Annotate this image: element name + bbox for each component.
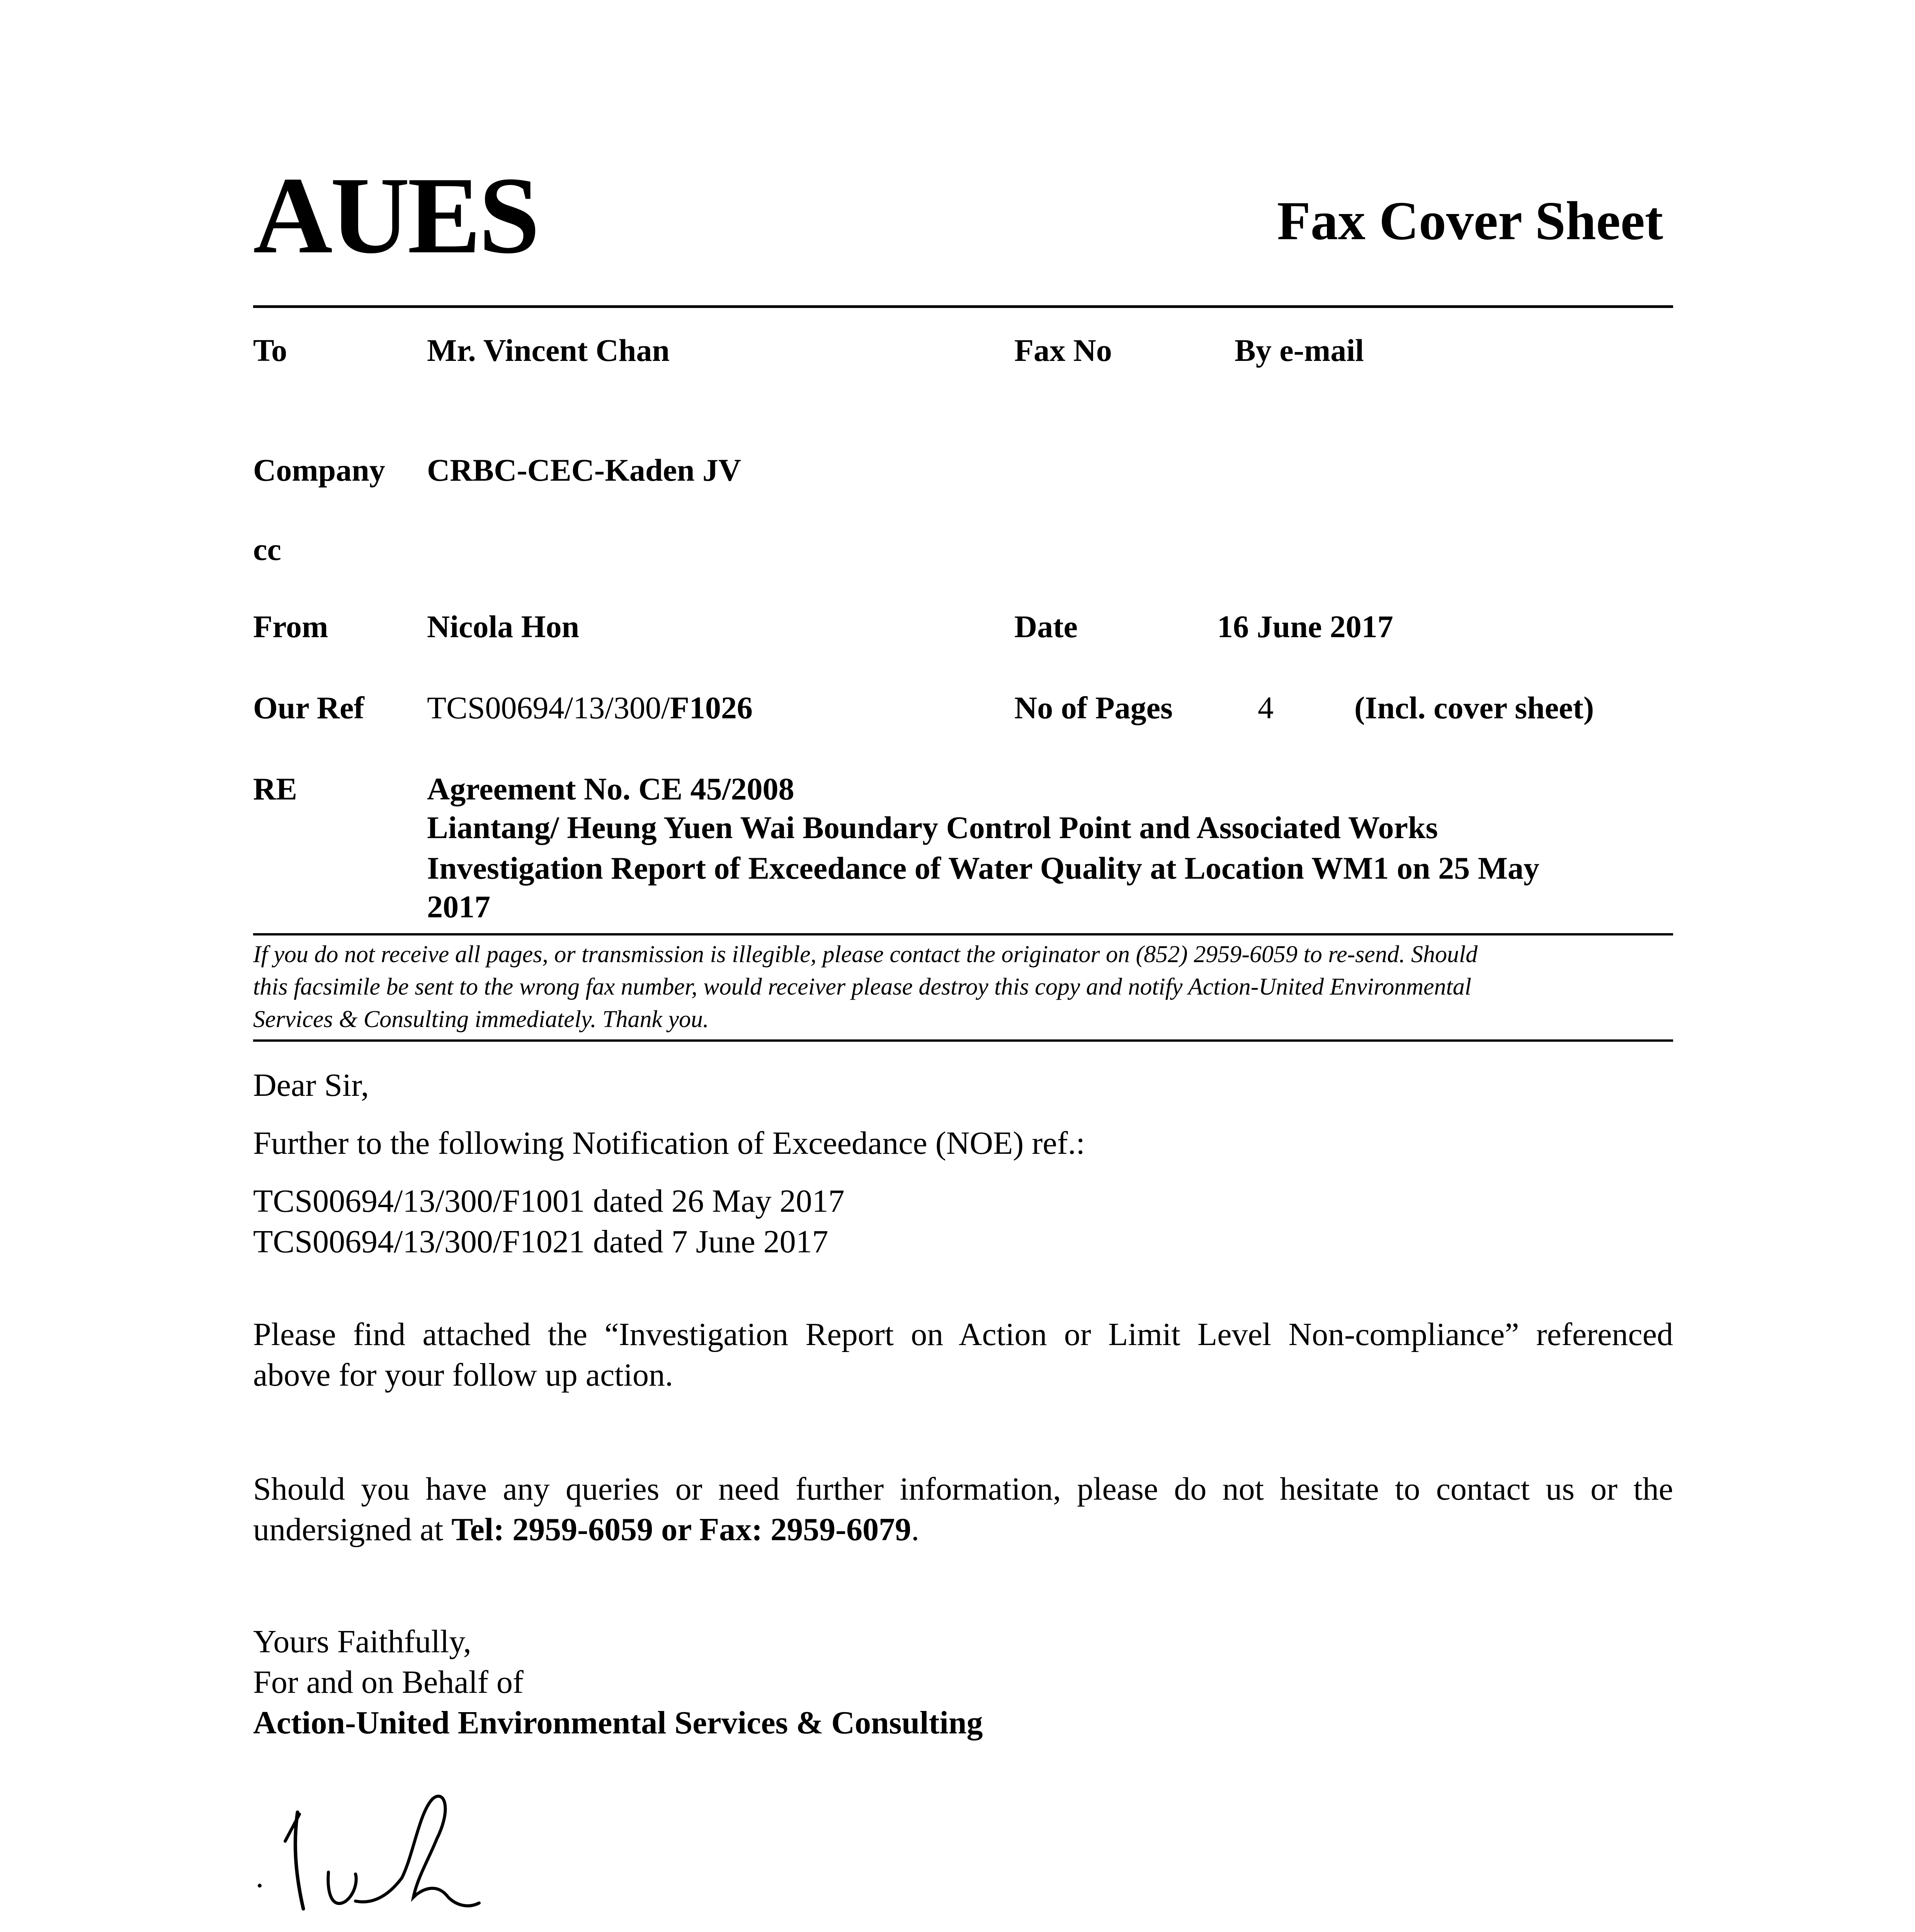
to-value: Mr. Vincent Chan (427, 333, 670, 368)
date-label: Date (1014, 609, 1078, 644)
noe-ref-1: TCS00694/13/300/F1001 dated 26 May 2017 (253, 1183, 845, 1219)
disclaimer-top-rule (253, 933, 1673, 935)
pages-note: (Incl. cover sheet) (1354, 690, 1594, 725)
fax-no-label: Fax No (1014, 333, 1112, 368)
cc-label: cc (253, 532, 281, 567)
disclaimer (253, 938, 1673, 1036)
date-value: 16 June 2017 (1217, 609, 1393, 644)
re-line-3: Investigation Report of Exceedance of Water Quality at Location WM1 on 25 May (427, 850, 1539, 886)
our-ref-label: Our Ref (253, 690, 364, 725)
contact-text: undersigned at (253, 1512, 452, 1548)
fax-no-value: By e-mail (1235, 333, 1364, 368)
paragraph-1-line-1: Please find attached the “Investigation Report on Action or Limit Level Non-compliance” referenced (253, 1316, 1673, 1352)
contact-numbers: Tel: 2959-6059 or Fax: 2959-6079 (451, 1512, 912, 1548)
salutation: Dear Sir, (253, 1067, 369, 1103)
paragraph-1-line-2: above for your follow up action. (253, 1357, 673, 1393)
to-label: To (253, 333, 287, 368)
disclaimer-line: this facsimile be sent to the wrong fax number, would receiver please destroy this copy and notify Action-United Environmental (253, 974, 1471, 1000)
paragraph-2-line-2 (253, 1511, 919, 1548)
pages-label: No of Pages (1014, 690, 1173, 725)
from-label: From (253, 609, 328, 644)
contact-period: . (911, 1512, 920, 1548)
re-line-1: Agreement No. CE 45/2008 (427, 771, 794, 806)
header-rule (253, 305, 1673, 308)
re-line-4: 2017 (427, 889, 490, 924)
company-value: CRBC-CEC-Kaden JV (427, 452, 742, 488)
company-label: Company (253, 452, 385, 488)
disclaimer-line: Services & Consulting immediately. Thank you. (253, 1006, 709, 1032)
signature (251, 1785, 506, 1932)
pages-value: 4 (1258, 690, 1274, 725)
closing-line-1: Yours Faithfully, (253, 1624, 471, 1660)
paragraph-2-line-1: Should you have any queries or need further information, please do not hesitate to contact us or the (253, 1471, 1673, 1507)
closing-company: Action-United Environmental Services & Consulting (253, 1705, 983, 1741)
page-title: Fax Cover Sheet (1277, 190, 1663, 251)
our-ref-prefix: TCS00694/13/300/ (427, 690, 670, 725)
noe-ref-2: TCS00694/13/300/F1021 dated 7 June 2017 (253, 1224, 828, 1260)
re-label: RE (253, 771, 297, 806)
disclaimer-line: If you do not receive all pages, or transmission is illegible, please contact the originator on (852) 2959-6059 to re-send. Should (253, 941, 1478, 968)
company-logo: AUES (253, 154, 538, 276)
intro-line: Further to the following Notification of Exceedance (NOE) ref.: (253, 1125, 1085, 1161)
closing-line-2: For and on Behalf of (253, 1664, 524, 1700)
our-ref-suffix: F1026 (670, 690, 753, 725)
from-value: Nicola Hon (427, 609, 580, 644)
re-line-2: Liantang/ Heung Yuen Wai Boundary Control Point and Associated Works (427, 810, 1438, 845)
disclaimer-bottom-rule (253, 1039, 1673, 1042)
our-ref-value (427, 690, 753, 726)
